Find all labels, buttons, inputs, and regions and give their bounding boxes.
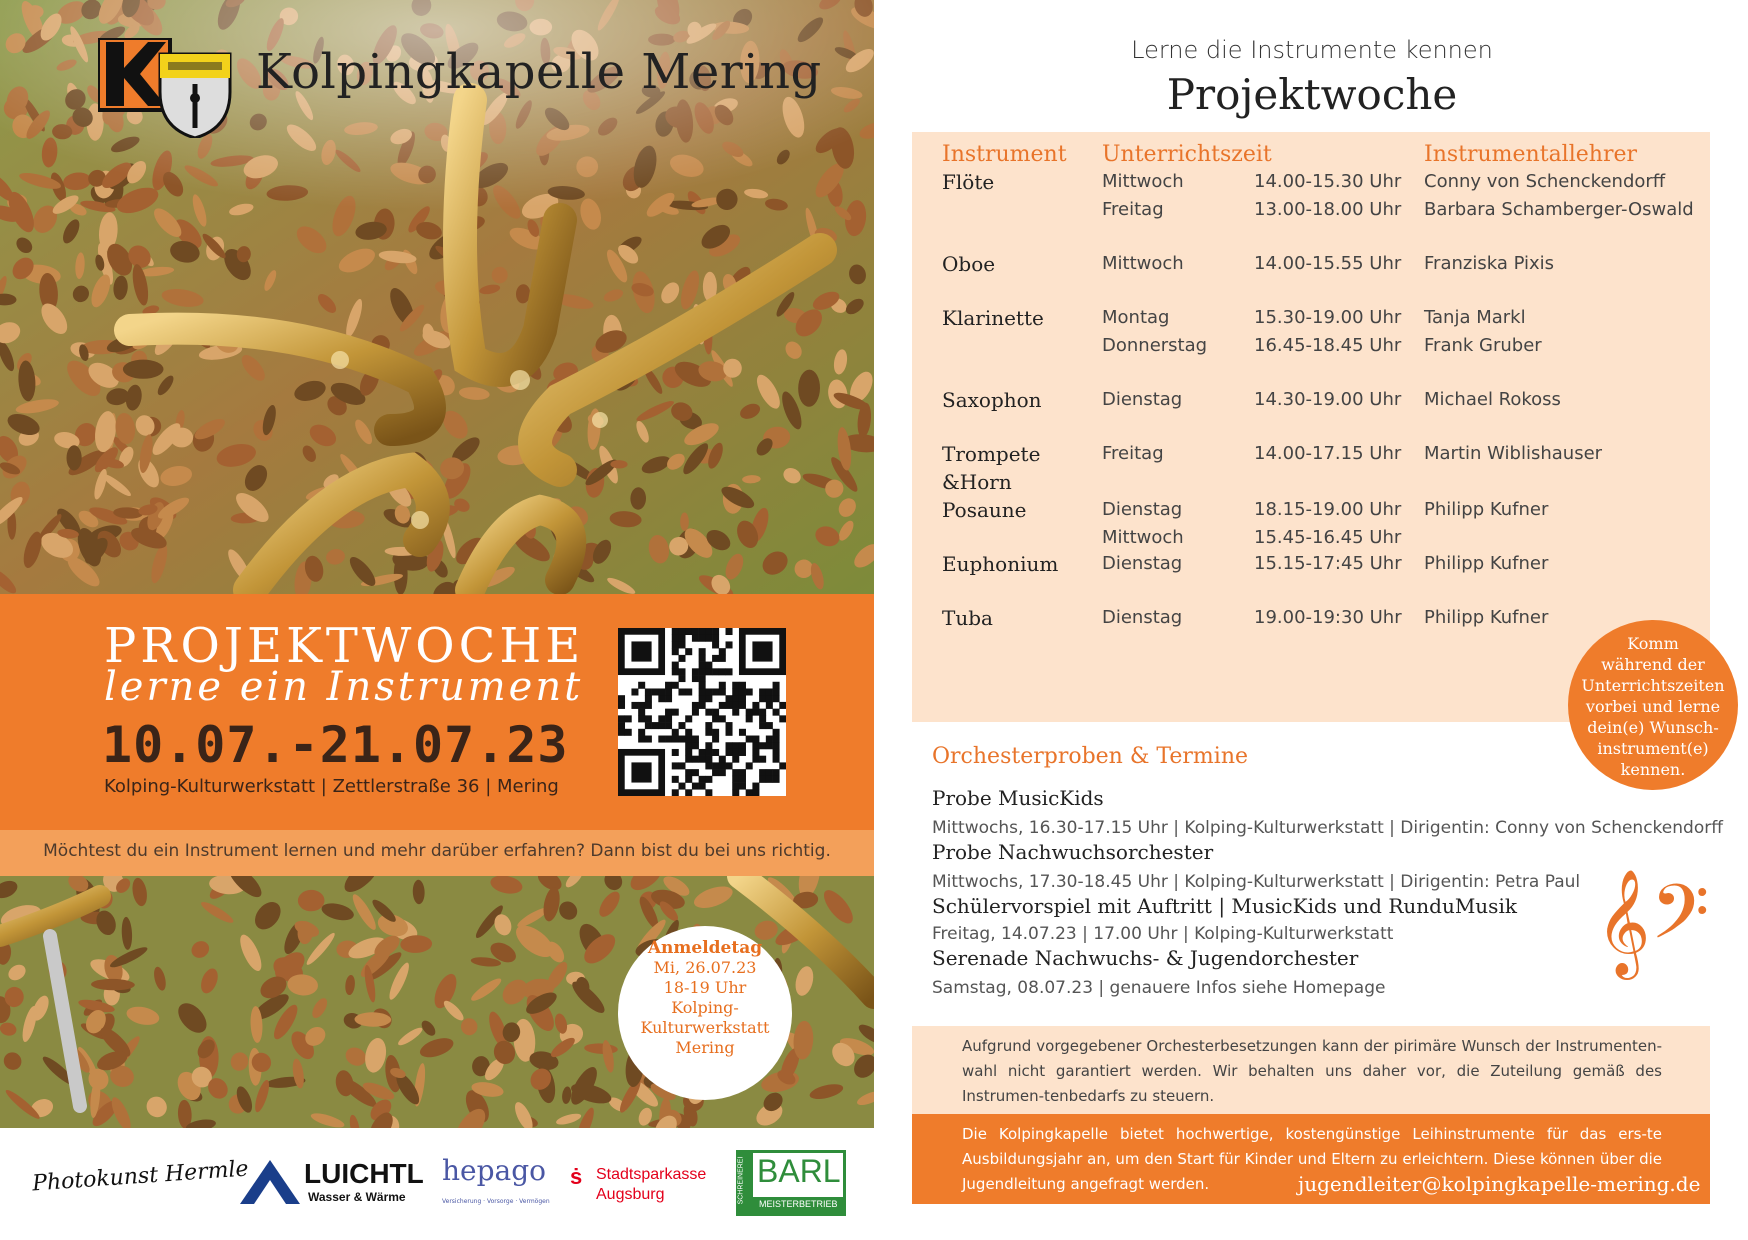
lesson-day: Dienstag bbox=[1102, 389, 1183, 410]
teacher-name: Philipp Kufner bbox=[1424, 607, 1549, 628]
lesson-time: 16.45-18.45 Uhr bbox=[1254, 335, 1402, 356]
lesson-day: Dienstag bbox=[1102, 607, 1183, 628]
lesson-day: Mittwoch bbox=[1102, 171, 1184, 192]
lesson-time: 18.15-19.00 Uhr bbox=[1254, 499, 1402, 520]
lesson-time: 15.30-19.00 Uhr bbox=[1254, 307, 1402, 328]
col-header-teacher: Instrumentallehrer bbox=[1424, 142, 1637, 167]
event-title: Serenade Nachwuchs- & Jugendorchester bbox=[932, 946, 1359, 970]
music-clef-icon: 𝄞𝄢 bbox=[1596, 868, 1710, 975]
event-detail: Freitag, 14.07.23 | 17.00 Uhr | Kolping-Kulturwerkstatt bbox=[932, 924, 1394, 944]
signup-time: 18-19 Uhr bbox=[663, 978, 747, 997]
orchestra-title: Orchesterproben & Termine bbox=[932, 744, 1249, 769]
lesson-day: Donnerstag bbox=[1102, 335, 1208, 356]
teacher-name: Franziska Pixis bbox=[1424, 253, 1555, 274]
sponsor-barl[interactable] bbox=[736, 1150, 846, 1216]
project-dates: 10.07.-21.07.23 bbox=[102, 716, 569, 774]
teacher-name: Tanja Markl bbox=[1424, 307, 1526, 328]
luichtl-name: LUICHTL bbox=[304, 1158, 424, 1189]
instrument-name: Flöte bbox=[942, 170, 995, 194]
hepago-sub: Versicherung · Vorsorge · Vermögen bbox=[442, 1198, 550, 1205]
lesson-time: 14.00-17.15 Uhr bbox=[1254, 443, 1402, 464]
rental-note bbox=[912, 1114, 1710, 1204]
project-subtitle: lerne ein Instrument bbox=[104, 664, 584, 710]
signup-place-1: Kolping- bbox=[671, 998, 739, 1017]
tagline-strip bbox=[0, 830, 874, 876]
bubble-line: während der bbox=[1601, 655, 1705, 674]
bubble-line: vorbei und lerne bbox=[1585, 697, 1721, 716]
instrument-name: &Horn bbox=[942, 470, 1012, 494]
lesson-day: Freitag bbox=[1102, 443, 1164, 464]
sponsor-luichtl[interactable] bbox=[240, 1156, 424, 1212]
rental-note-text: Die Kolpingkapelle bietet hochwertige, kostengünstige Leihinstrumente für das ers-te Ausbildungsjahr an, um den Start für Kinder und Eltern zu erleichtern. Diese können über die Jugendleitung angefragt werden. bbox=[962, 1125, 1662, 1193]
instrument-name: Tuba bbox=[942, 606, 993, 630]
teacher-name: Conny von Schenckendorff bbox=[1424, 171, 1666, 192]
lesson-day: Mittwoch bbox=[1102, 253, 1184, 274]
brand-logo bbox=[98, 38, 238, 143]
instrument-name: Oboe bbox=[942, 252, 996, 276]
signup-date: Mi, 26.07.23 bbox=[653, 958, 757, 977]
instrument-name: Posaune bbox=[942, 498, 1027, 522]
bubble-line: Unterrichtszeiten bbox=[1581, 676, 1725, 695]
teacher-name: Michael Rokoss bbox=[1424, 389, 1561, 410]
lesson-day: Mittwoch bbox=[1102, 527, 1184, 548]
sponsor-sparkasse[interactable] bbox=[570, 1164, 720, 1208]
allocation-note-text: Aufgrund vorgegebener Orchesterbesetzungen kann der pirimäre Wunsch der Instrumenten-wahl nicht garantiert werden. Wir behalten uns daher vor, die Zuteilung gemäß des Instrumen-tenbedarfs zu steuern. bbox=[962, 1037, 1662, 1105]
luichtl-mountain-icon bbox=[240, 1156, 300, 1206]
sparkasse-city: Augsburg bbox=[596, 1186, 665, 1203]
signup-place-2: Kulturwerkstatt bbox=[640, 1018, 770, 1037]
teacher-name: Barbara Schamberger-Oswald bbox=[1424, 199, 1694, 220]
barl-side: SCHREINEREI bbox=[737, 1156, 745, 1205]
instrument-name: Euphonium bbox=[942, 552, 1059, 576]
bubble-line: Komm bbox=[1627, 634, 1679, 653]
col-header-instrument: Instrument bbox=[942, 142, 1067, 167]
teacher-name: Philipp Kufner bbox=[1424, 553, 1549, 574]
lesson-time: 14.30-19.00 Uhr bbox=[1254, 389, 1402, 410]
sponsor-bar bbox=[0, 1128, 874, 1240]
lesson-time: 14.00-15.55 Uhr bbox=[1254, 253, 1402, 274]
teacher-name: Martin Wiblishauser bbox=[1424, 443, 1603, 464]
project-title: PROJEKTWOCHE bbox=[104, 618, 585, 674]
lesson-time: 15.15-17:45 Uhr bbox=[1254, 553, 1402, 574]
contact-email-link[interactable]: jugendleiter@kolpingkapelle-mering.de bbox=[1298, 1172, 1701, 1196]
col-header-time: Unterrichtszeit bbox=[1102, 142, 1272, 167]
lesson-day: Montag bbox=[1102, 307, 1170, 328]
tagline: Möchtest du ein Instrument lernen und mehr darüber erfahren? Dann bist du bei uns richtig. bbox=[43, 841, 831, 861]
project-venue: Kolping-Kulturwerkstatt | Zettlerstraße 36 | Mering bbox=[104, 776, 559, 797]
instrument-name: Klarinette bbox=[942, 306, 1044, 330]
bubble-line: instrument(e) bbox=[1597, 739, 1709, 758]
bubble-line: dein(e) Wunsch- bbox=[1587, 718, 1719, 737]
instrument-name: Saxophon bbox=[942, 388, 1042, 412]
sparkasse-name: Stadtsparkasse bbox=[596, 1166, 707, 1183]
lesson-time: 19.00-19:30 Uhr bbox=[1254, 607, 1402, 628]
bubble-line: kennen. bbox=[1620, 760, 1686, 779]
hepago-name: hepago bbox=[442, 1154, 547, 1187]
sponsor-hepago[interactable] bbox=[442, 1154, 552, 1214]
event-title: Schülervorspiel mit Auftritt | MusicKids und RunduMusik bbox=[932, 894, 1517, 918]
qr-code[interactable] bbox=[618, 628, 786, 796]
event-title: Probe Nachwuchsorchester bbox=[932, 840, 1214, 864]
lesson-day: Dienstag bbox=[1102, 553, 1183, 574]
signup-badge bbox=[618, 926, 792, 1100]
barl-name: BARL bbox=[757, 1153, 841, 1189]
brand-name: Kolpingkapelle Mering bbox=[256, 44, 822, 100]
barl-sub: MEISTERBETRIEB bbox=[759, 1199, 838, 1209]
signup-title: Anmeldetag bbox=[647, 938, 763, 958]
sub-heading: Lerne die Instrumente kennen bbox=[1131, 36, 1493, 64]
event-detail: Mittwochs, 16.30-17.15 Uhr | Kolping-Kulturwerkstatt | Dirigentin: Conny von Schenckendorff bbox=[932, 818, 1723, 838]
sponsor-photokunst[interactable]: Photokunst Hermle bbox=[31, 1156, 250, 1197]
lesson-day: Freitag bbox=[1102, 199, 1164, 220]
lesson-time: 15.45-16.45 Uhr bbox=[1254, 527, 1402, 548]
allocation-note bbox=[912, 1026, 1710, 1114]
event-detail: Mittwochs, 17.30-18.45 Uhr | Kolping-Kulturwerkstatt | Dirigentin: Petra Paul bbox=[932, 872, 1581, 892]
lesson-day: Dienstag bbox=[1102, 499, 1183, 520]
signup-place-3: Mering bbox=[675, 1038, 735, 1057]
teacher-name: Frank Gruber bbox=[1424, 335, 1542, 356]
luichtl-sub: Wasser & Wärme bbox=[308, 1190, 406, 1204]
invite-bubble bbox=[1568, 620, 1738, 790]
lesson-time: 14.00-15.30 Uhr bbox=[1254, 171, 1402, 192]
teacher-name: Philipp Kufner bbox=[1424, 499, 1549, 520]
main-heading: Projektwoche bbox=[1166, 70, 1458, 119]
event-title: Probe MusicKids bbox=[932, 786, 1104, 810]
instrument-name: Trompete bbox=[942, 442, 1041, 466]
lesson-time: 13.00-18.00 Uhr bbox=[1254, 199, 1402, 220]
sparkasse-s-icon: ṡ bbox=[570, 1164, 583, 1189]
event-detail: Samstag, 08.07.23 | genauere Infos siehe Homepage bbox=[932, 978, 1386, 998]
